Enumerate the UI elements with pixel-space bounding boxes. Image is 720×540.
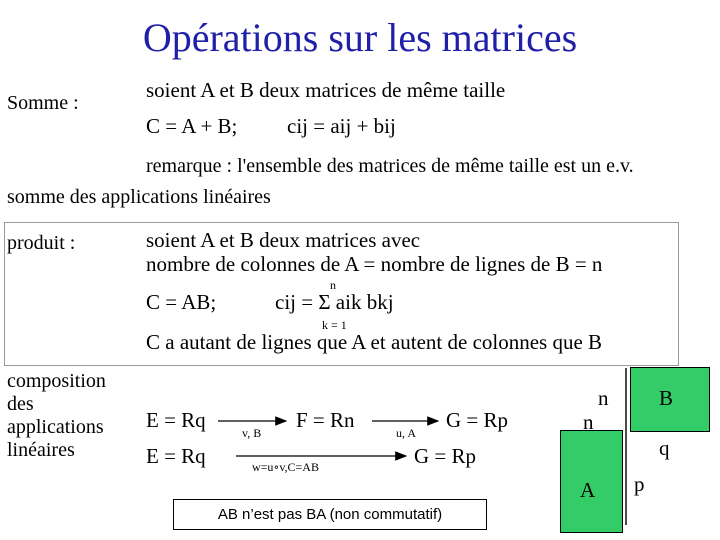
produit-eq-right: cij = Σ aik bkj — [275, 290, 394, 314]
produit-line3: C a autant de lignes que A et autent de colonnes que B — [146, 330, 603, 354]
sum-lower: k = 1 — [322, 318, 347, 332]
page-title: Opérations sur les matrices — [142, 15, 578, 60]
sum-upper: n — [330, 278, 336, 292]
row2-map: w=u∘v,C=AB — [252, 460, 319, 474]
row1-e: E = Rq — [146, 408, 206, 432]
dim-n-top: n — [598, 386, 609, 410]
dim-p: p — [634, 472, 645, 496]
row1-g: G = Rp — [446, 408, 509, 432]
produit-line2: nombre de colonnes de A = nombre de lignes de B = n — [146, 252, 603, 276]
somme-linear: somme des applications linéaires — [7, 186, 271, 208]
dim-q: q — [659, 436, 670, 460]
matrix-b-label: B — [659, 386, 674, 410]
row2-e: E = Rq — [146, 444, 206, 468]
somme-eq-right: cij = aij + bij — [287, 114, 396, 138]
somme-line1: soient A et B deux matrices de même taille — [146, 78, 506, 102]
commutativity-note: AB n’est pas BA (non commutatif) — [173, 499, 487, 530]
composition-label: composition des applications linéaires — [7, 370, 106, 461]
row1-f: F = Rn — [296, 408, 355, 432]
produit-line1: soient A et B deux matrices avec — [146, 228, 421, 252]
row2-g: G = Rp — [414, 444, 477, 468]
produit-eq-left: C = AB; — [146, 290, 217, 314]
row1-map1: v, B — [242, 426, 262, 440]
row1-map2: u, A — [396, 426, 417, 440]
somme-eq-left: C = A + B; — [146, 114, 238, 138]
somme-remark: remarque : l'ensemble des matrices de même taille est un e.v. — [146, 155, 634, 177]
dim-n-side: n — [583, 410, 594, 434]
somme-label: Somme : — [7, 92, 79, 114]
matrix-a-label: A — [580, 478, 596, 502]
produit-label: produit : — [7, 232, 76, 254]
